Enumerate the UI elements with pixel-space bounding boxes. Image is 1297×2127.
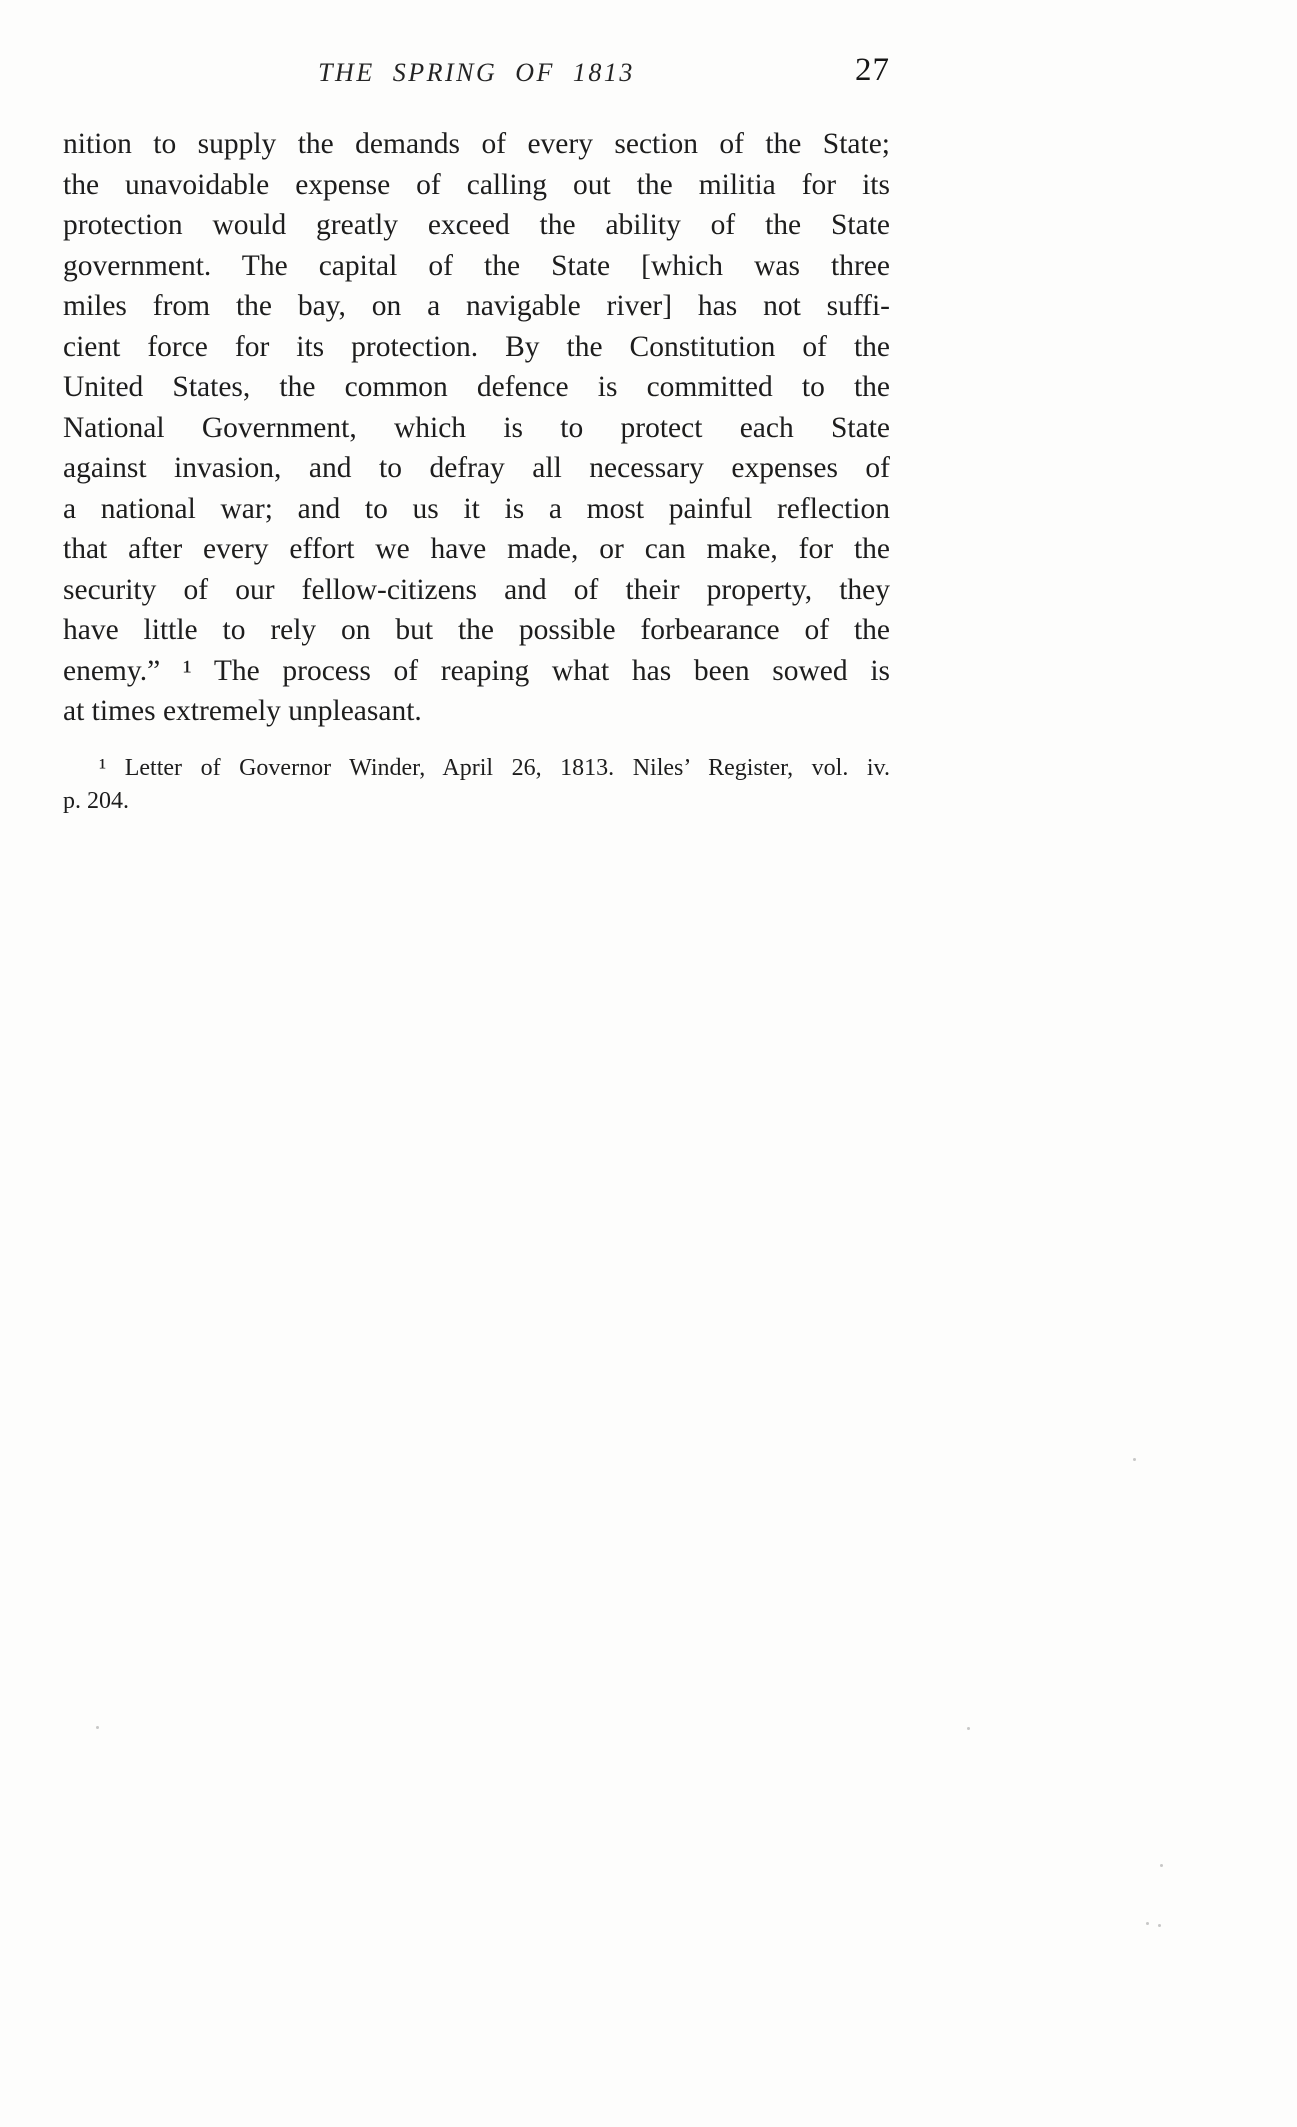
body-line: against invasion, and to defray all necessary expenses of <box>63 452 890 484</box>
scan-speck <box>1158 1924 1161 1927</box>
body-line: the unavoidable expense of calling out the militia for its <box>63 168 890 201</box>
body-line: nition to supply the demands of every section of the State; <box>63 128 890 160</box>
body-line: at times extremely unpleasant. <box>63 695 422 727</box>
body-line: government. The capital of the State [which was three <box>63 249 890 282</box>
footnote <box>63 752 890 818</box>
body-line: have little to rely on but the possible forbearance of the <box>63 614 890 646</box>
scan-speck <box>96 1726 99 1729</box>
scan-speck <box>1133 1458 1136 1461</box>
scan-speck <box>1160 1864 1163 1867</box>
body-line: National Government, which is to protect each State <box>63 411 890 444</box>
body-line: security of our fellow-citizens and of their property, they <box>63 573 890 606</box>
body-line: cient force for its protection. By the Constitution of the <box>63 330 890 363</box>
footnote-line: p. 204. <box>63 787 129 814</box>
scan-speck <box>967 1727 970 1730</box>
footnote-line: ¹ Letter of Governor Winder, April 26, 1813. Niles’ Register, vol. iv. <box>99 754 890 781</box>
running-header-title: THE SPRING OF 1813 <box>318 58 635 87</box>
page-number: 27 <box>855 52 890 88</box>
running-header <box>63 52 890 100</box>
scan-speck <box>1146 1922 1149 1925</box>
body-line: United States, the common defence is committed to the <box>63 371 890 403</box>
body-line: protection would greatly exceed the ability of the State <box>63 209 890 241</box>
body-paragraph <box>63 124 890 732</box>
text-column <box>63 52 890 818</box>
body-line: a national war; and to us it is a most painful reflection <box>63 492 890 525</box>
body-line: enemy.” ¹ The process of reaping what has been sowed is <box>63 654 890 687</box>
body-line: miles from the bay, on a navigable river] has not suffi- <box>63 290 890 322</box>
body-line: that after every effort we have made, or can make, for the <box>63 533 890 565</box>
